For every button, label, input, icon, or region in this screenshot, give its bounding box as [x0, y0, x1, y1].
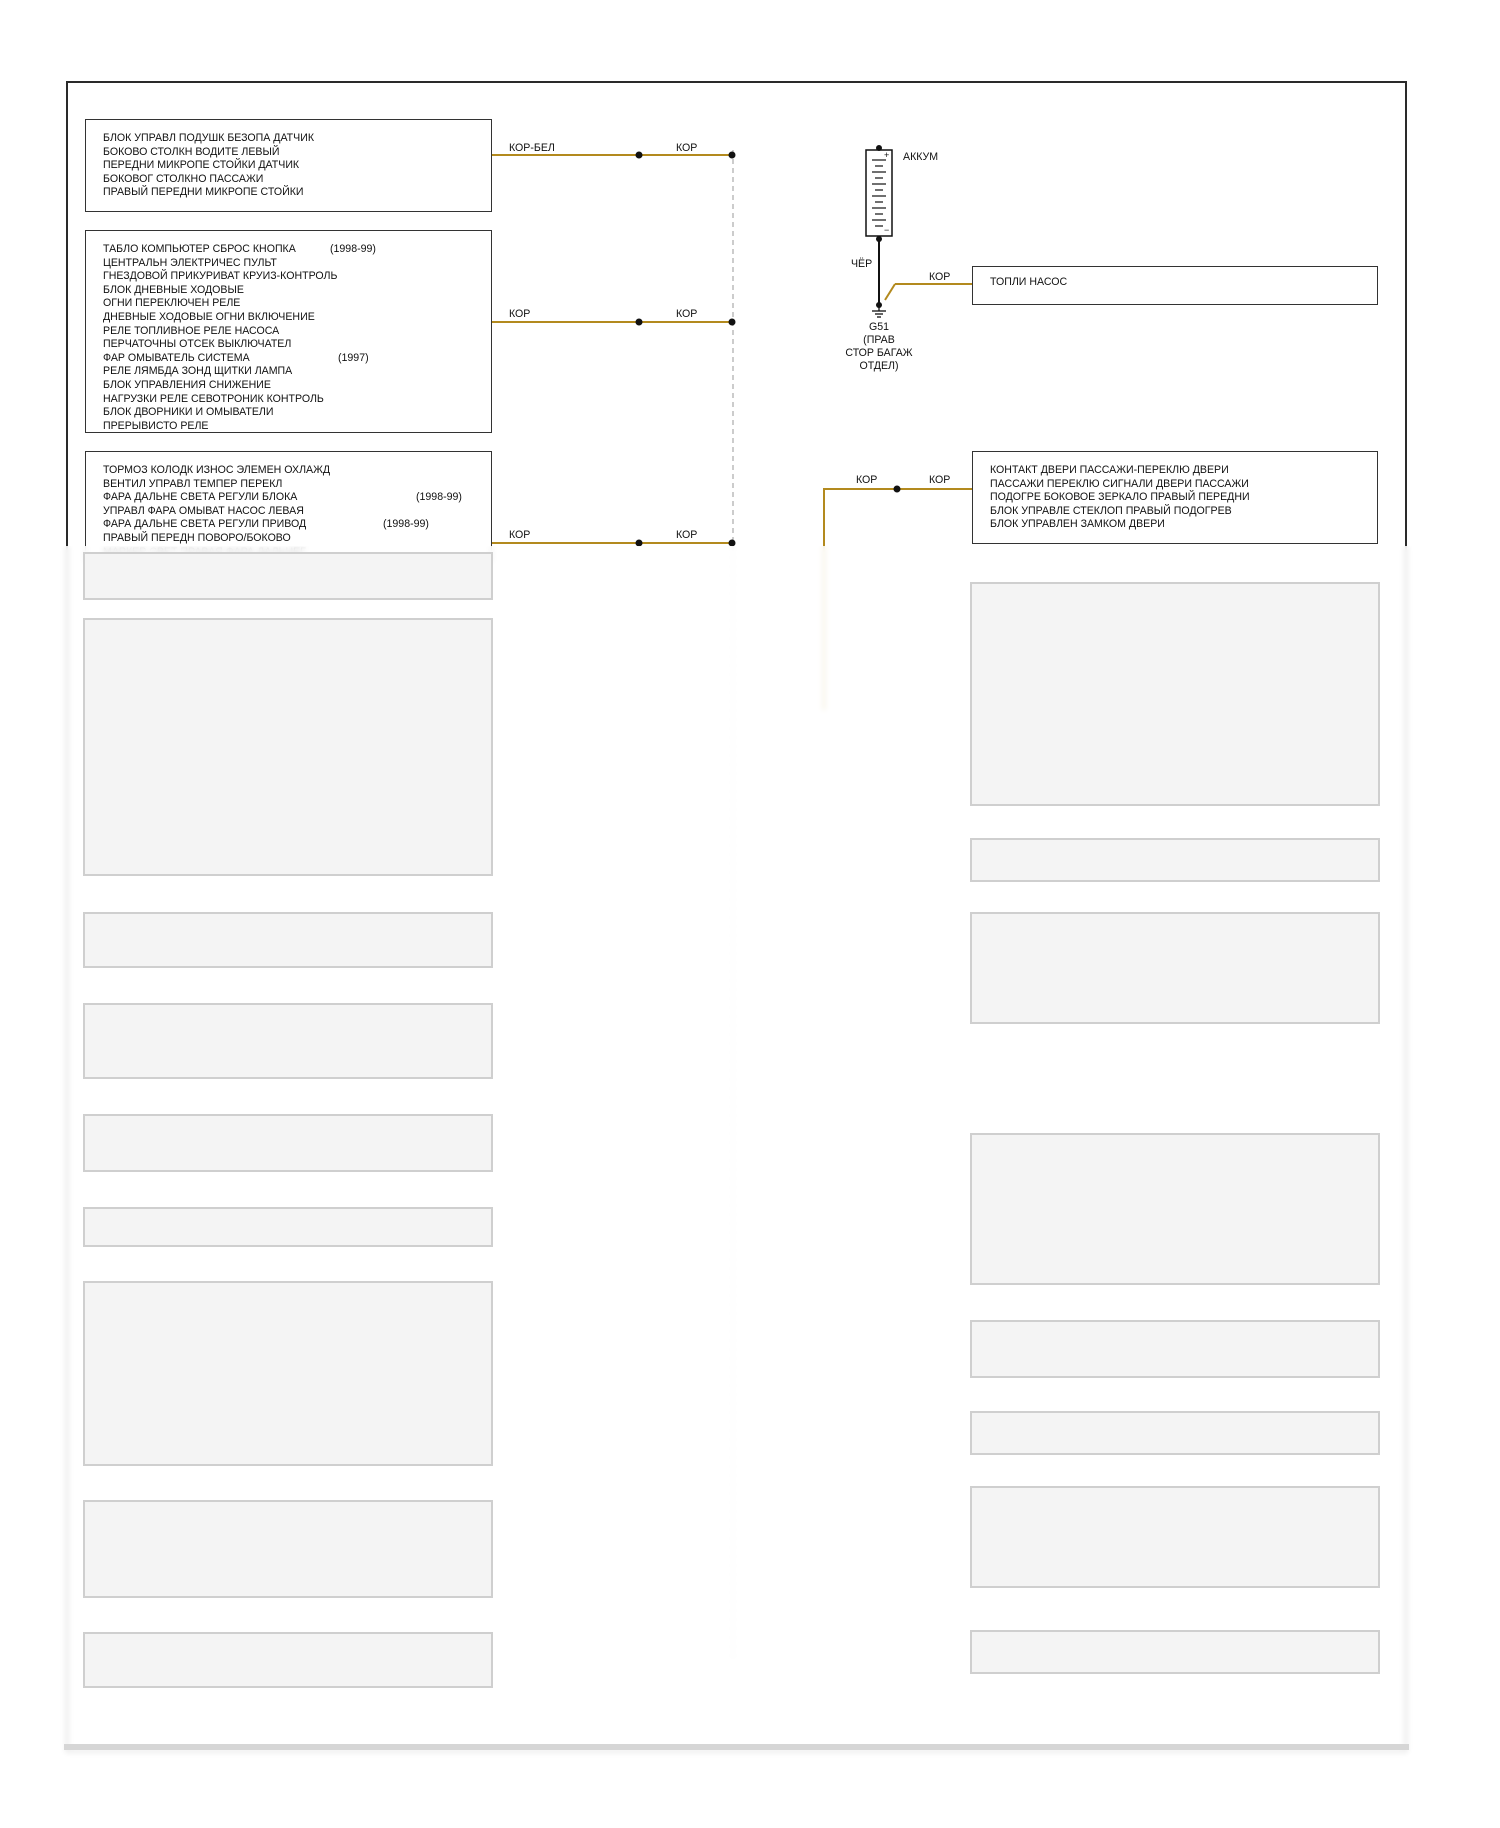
- wire-label: КОР: [676, 529, 698, 541]
- door-line: БЛОК УПРАВЛЕ СТЕКЛОП ПРАВЫЙ ПОДОГРЕВ: [990, 504, 1232, 517]
- box3-line: УПРАВЛ ФАРА ОМЫВАТ НАСОС ЛЕВАЯ: [103, 504, 304, 517]
- door-line: ПАССАЖИ ПЕРЕКЛЮ СИГНАЛИ ДВЕРИ ПАССАЖИ: [990, 477, 1249, 490]
- blurred-box: [83, 618, 493, 876]
- blurred-box: [83, 552, 493, 600]
- box1-line: ПЕРЕДНИ МИКРОПЕ СТОЙКИ ДАТЧИК: [103, 159, 300, 172]
- box3-line: ТОРМОЗ КОЛОДК ИЗНОС ЭЛЕМЕН ОХЛАЖД: [103, 464, 331, 476]
- wire-label: КОР: [509, 529, 531, 541]
- box2-year: (1998-99): [330, 243, 376, 255]
- door-line: ПОДОГРЕ БОКОВОЕ ЗЕРКАЛО ПРАВЫЙ ПЕРЕДНИ: [990, 491, 1250, 504]
- door-line: БЛОК УПРАВЛЕН ЗАМКОМ ДВЕРИ: [990, 518, 1165, 531]
- box2-text: ФАР ОМЫВАТЕЛЬ СИСТЕМА: [103, 351, 250, 364]
- wire-fuel-pump: [885, 284, 895, 300]
- blurred-box: [970, 912, 1380, 1024]
- blurred-box: [970, 838, 1380, 882]
- fuel-pump-box: [972, 266, 1378, 305]
- box2-line: ПЕРЧАТОЧНЫ ОТСЕК ВЫКЛЮЧАТЕЛ: [103, 338, 292, 351]
- box2-line: БЛОК УПРАВЛЕНИЯ СНИЖЕНИЕ: [103, 378, 271, 391]
- blurred-box: [83, 1500, 493, 1598]
- blurred-box: [970, 1486, 1380, 1588]
- battery-plus-terminal: [876, 145, 882, 151]
- splice-dot-door: [894, 486, 901, 493]
- wire-label: КОР: [856, 474, 878, 486]
- blurred-box: [970, 1133, 1380, 1285]
- box1-line: БОКОВО СТОЛКН ВОДИТЕ ЛЕВЫЙ: [103, 145, 280, 158]
- splice-dot-row1: [636, 152, 643, 159]
- blurred-box: [83, 1207, 493, 1247]
- ground-loc: (ПРАВ: [863, 334, 895, 346]
- ground-id: G51: [868, 321, 890, 333]
- blurred-box: [83, 1114, 493, 1172]
- box3-line: ВЕНТИЛ УПРАВЛ ТЕМПЕР ПЕРЕКЛ: [103, 477, 283, 490]
- blurred-frame-bottom: [64, 1744, 1409, 1750]
- wire-label: КОР: [676, 142, 698, 154]
- battery-symbol: [866, 150, 892, 236]
- blurred-box: [83, 1632, 493, 1688]
- box3-text: ФАРА ДАЛЬНЕ СВЕТА РЕГУЛИ БЛОКА: [103, 491, 298, 504]
- blurred-box: [970, 1320, 1380, 1378]
- box1-line: БОКОВОГ СТОЛКНО ПАССАЖИ: [103, 172, 264, 185]
- ground-loc: ОТДЕЛ): [859, 360, 899, 372]
- box2-line: [103, 352, 491, 366]
- box3-line: [103, 491, 491, 505]
- box2-line: [103, 243, 491, 257]
- blurred-box: [83, 912, 493, 968]
- ground-loc: СТОР БАГАЖ: [845, 347, 913, 359]
- box2-line: ПРЕРЫВИСТО РЕЛЕ: [103, 419, 209, 432]
- airbag-sensor-box: [85, 119, 492, 212]
- box2-line: НАГРУЗКИ РЕЛЕ СЕВОТРОНИК КОНТРОЛЬ: [103, 392, 324, 405]
- wire-label: КОР: [929, 271, 951, 283]
- blurred-box: [970, 1630, 1380, 1674]
- instrument-cluster-box: [85, 230, 492, 433]
- battery-minus-sign: −: [884, 225, 890, 235]
- box2-line: ДНЕВНЫЕ ХОДОВЫЕ ОГНИ ВКЛЮЧЕНИЕ: [103, 310, 315, 323]
- box2-line: ГНЕЗДОВОЙ ПРИКУРИВАТ КРУИЗ-КОНТРОЛЬ: [103, 270, 338, 283]
- door-module-box: [972, 451, 1378, 544]
- box2-line: РЕЛЕ ТОПЛИВНОЕ РЕЛЕ НАСОСА: [103, 324, 280, 337]
- box2-year: (1997): [338, 351, 369, 364]
- wire-label: КОР: [929, 474, 951, 486]
- box3-line: [103, 518, 491, 532]
- splice-dot-row2: [636, 319, 643, 326]
- door-line: КОНТАКТ ДВЕРИ ПАССАЖИ-ПЕРЕКЛЮ ДВЕРИ: [990, 464, 1229, 476]
- wire-label: КОР: [676, 308, 698, 320]
- blurred-box: [970, 1411, 1380, 1455]
- blurred-box: [83, 1003, 493, 1079]
- box3-line: ПРАВЫЙ ПЕРЕДН ПОВОРО/БОКОВО: [103, 531, 291, 544]
- ground-label: [829, 321, 929, 373]
- ground-dot-row2: [729, 319, 736, 326]
- battery-label: АККУМ: [903, 151, 939, 163]
- box1-line: БЛОК УПРАВЛ ПОДУШК БЕЗОПА ДАТЧИК: [103, 132, 314, 144]
- ground-dot-row1: [729, 152, 736, 159]
- box2-text: ТАБЛО КОМПЬЮТЕР СБРОС КНОПКА: [103, 243, 296, 255]
- wire-label: КОР-БЕЛ: [509, 142, 555, 154]
- brake-headlamp-box: [85, 451, 492, 561]
- blurred-box: [970, 582, 1380, 806]
- box2-line: БЛОК ДВОРНИКИ И ОМЫВАТЕЛИ: [103, 406, 274, 419]
- box3-text: ФАРА ДАЛЬНЕ СВЕТА РЕГУЛИ ПРИВОД: [103, 518, 307, 531]
- wire-label: ЧЁР: [851, 258, 873, 270]
- fuel-pump-label: ТОПЛИ НАСОС: [990, 276, 1068, 288]
- battery-plus-sign: +: [884, 150, 890, 160]
- battery-minus-terminal: [876, 236, 882, 242]
- box3-year: (1998-99): [416, 491, 462, 504]
- box2-line: БЛОК ДНЕВНЫЕ ХОДОВЫЕ: [103, 283, 244, 296]
- wire-label: КОР: [509, 308, 531, 320]
- box2-line: ЦЕНТРАЛЬН ЭЛЕКТРИЧЕС ПУЛЬТ: [103, 256, 277, 269]
- blurred-box: [83, 1281, 493, 1466]
- box1-line: ПРАВЫЙ ПЕРЕДНИ МИКРОПЕ СТОЙКИ: [103, 186, 304, 199]
- box2-line: РЕЛЕ ЛЯМБДА ЗОНД ЩИТКИ ЛАМПА: [103, 365, 293, 378]
- box3-year: (1998-99): [383, 518, 429, 531]
- box2-line: ОГНИ ПЕРЕКЛЮЧЕН РЕЛЕ: [103, 297, 241, 310]
